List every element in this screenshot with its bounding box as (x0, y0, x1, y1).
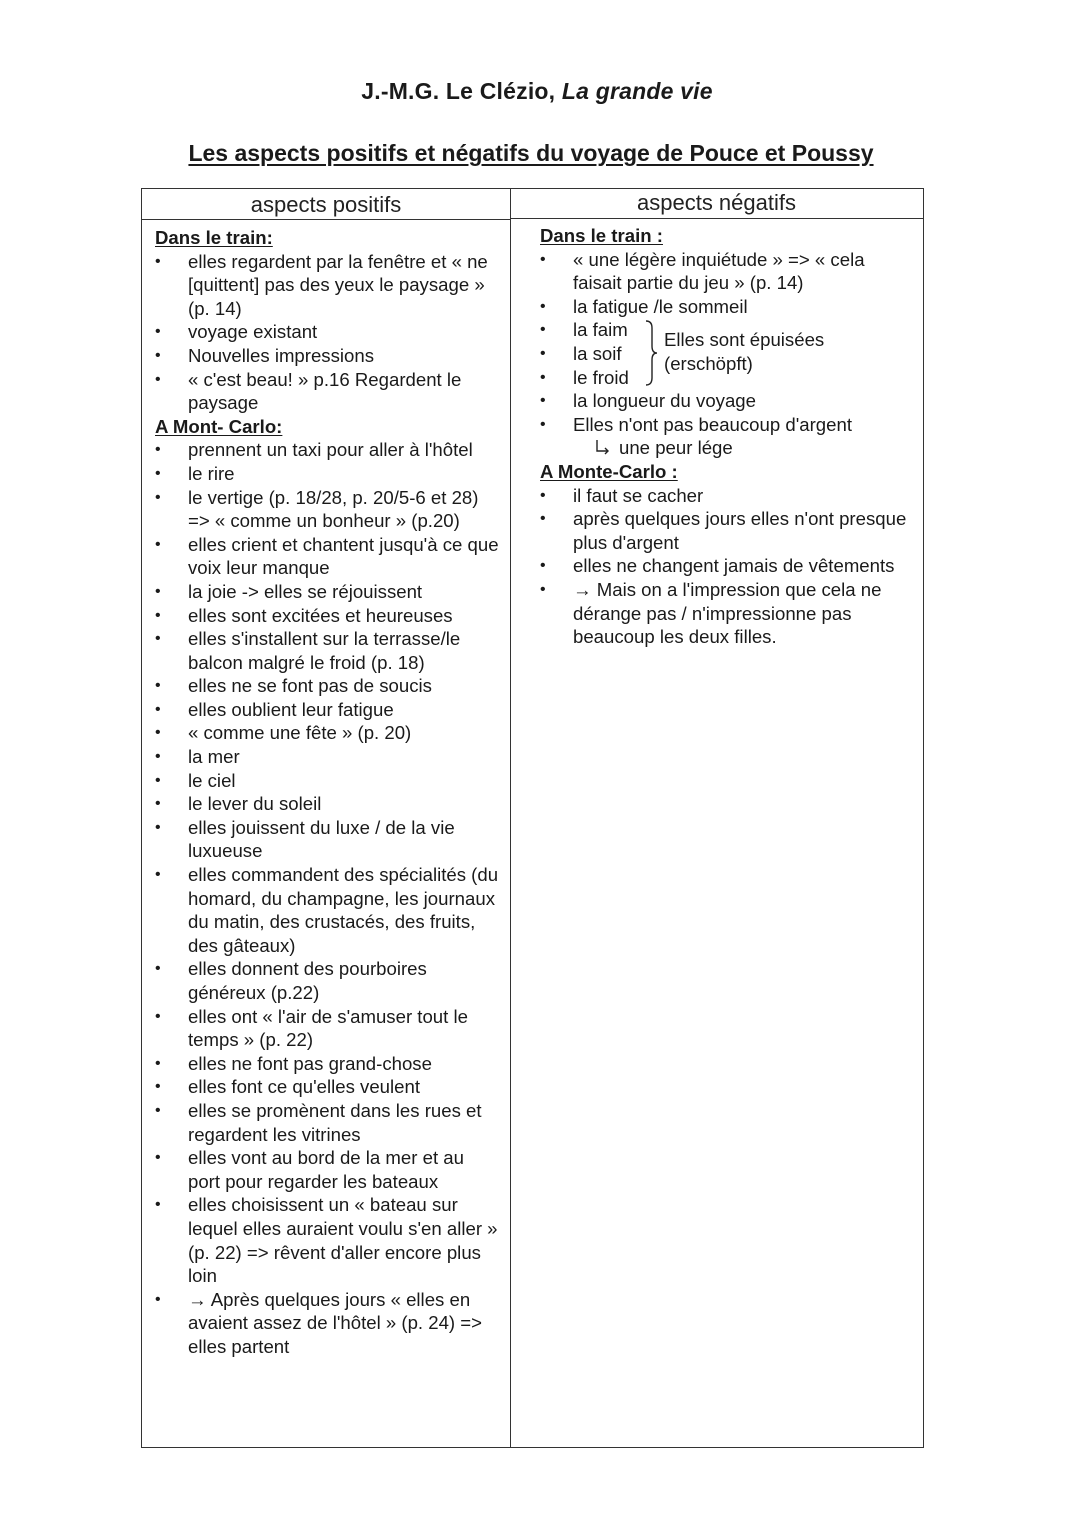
list-item-text: la faim (573, 319, 628, 341)
bullet-icon: • (155, 1007, 161, 1025)
bullet-icon: • (155, 866, 161, 884)
bullet-icon: • (540, 557, 546, 575)
bullet-icon: • (155, 960, 161, 978)
brace-note-line-1: Elles sont épuisées (664, 329, 825, 351)
work-title: La grande vie (561, 78, 713, 104)
bullet-icon: • (155, 700, 161, 718)
list-item-text: la longueur du voyage (573, 390, 756, 412)
list-item-text: elles s'installent sur la terrasse/le balcon malgré le froid (p. 18) (188, 628, 461, 673)
bullet-icon: • (540, 580, 546, 598)
bullet-icon: • (155, 606, 161, 624)
list-item-text: voyage existant (188, 321, 318, 343)
list-item (540, 484, 915, 508)
bullet-icon: • (155, 323, 161, 341)
column-header-positive: aspects positifs (250, 192, 402, 217)
header-rule-left (142, 219, 510, 220)
list-item-text: elles commandent des spécialités (du homard, du champagne, les journaux du matin, des crustacés, des fruits, des gâteaux) (188, 864, 499, 956)
list-item-text: elles choisissent un « bateau sur lequel elles auraient voulu s'en aller » (p. 22) => rêvent d'aller encore plus loin (188, 1194, 498, 1287)
list-item-text: Elles n'ont pas beaucoup d'argent (573, 413, 852, 435)
list-item-text: elles vont au bord de la mer et au port pour regarder les bateaux (188, 1147, 464, 1192)
list-item (540, 295, 915, 319)
bullet-icon: • (155, 1101, 161, 1119)
list-item (155, 957, 500, 1004)
column-header-negative: aspects négatifs (637, 190, 796, 215)
list-item (540, 413, 915, 437)
list-item-text: elles ont « l'air de s'amuser tout le temps » (p. 22) (188, 1005, 468, 1051)
list-item (155, 1005, 500, 1052)
list-item (155, 320, 500, 344)
bullet-icon: • (540, 392, 546, 410)
sub-note (540, 436, 915, 460)
bullet-icon: • (155, 370, 161, 388)
bullet-icon: • (155, 488, 161, 506)
list-item (155, 792, 500, 816)
brace-group (540, 318, 915, 389)
bullet-icon: • (155, 630, 161, 648)
list-item-text: « c'est beau! » p.16 Regardent le paysage (188, 368, 462, 414)
bullet-icon: • (540, 344, 546, 362)
list-item-text: elles font ce qu'elles veulent (188, 1076, 420, 1098)
author-name: J.-M.G. Le Clézio, (361, 78, 556, 104)
list-item-text: elles ne changent jamais de vêtements (573, 555, 895, 577)
list-item-text: elles jouissent du luxe / de la vie luxueuse (188, 816, 455, 862)
list-item-text: → Mais on a l'impression que cela ne dérange pas / n'impressionne pas beaucoup les deux filles. (573, 578, 882, 648)
bullet-icon: • (155, 818, 161, 836)
list-item (155, 1052, 500, 1076)
bullet-icon: • (155, 1054, 161, 1072)
list-item-text: elles se promènent dans les rues et regardent les vitrines (188, 1099, 482, 1145)
list-item-text: la mer (188, 746, 240, 768)
list-item (155, 1099, 500, 1146)
list-item-text: la fatigue /le sommeil (573, 295, 748, 317)
positive-train-list (155, 250, 500, 415)
list-item (155, 250, 500, 321)
list-item (155, 438, 500, 462)
bullet-icon: • (155, 464, 161, 482)
curly-brace-icon (644, 318, 658, 388)
document-heading: Les aspects positifs et négatifs du voyage de Pouce et Poussy (188, 140, 874, 166)
list-item-text: elles oublient leur fatigue (188, 698, 394, 720)
list-item (540, 507, 915, 554)
list-item (155, 721, 500, 745)
list-item (155, 674, 500, 698)
list-item-text: « une légère inquiétude » => « cela faisait partie du jeu » (p. 14) (573, 248, 865, 294)
list-item (155, 698, 500, 722)
list-item (155, 1146, 500, 1193)
bullet-icon: • (540, 486, 546, 504)
bullet-icon: • (540, 510, 546, 528)
list-item (155, 745, 500, 769)
list-item (540, 248, 915, 295)
section-heading-train: Dans le train: (155, 227, 273, 248)
bullet-icon: • (155, 441, 161, 459)
list-item (155, 863, 500, 957)
negative-train-list-a (540, 248, 915, 319)
bullet-icon: • (155, 1196, 161, 1214)
positive-column (155, 226, 500, 1359)
list-item-text: elles ne se font pas de soucis (188, 675, 432, 697)
list-item-text: prennent un taxi pour aller à l'hôtel (188, 439, 473, 461)
list-item-text: le rire (188, 462, 235, 484)
list-item-text: « comme une fête » (p. 20) (188, 722, 412, 744)
bullet-icon: • (155, 1078, 161, 1096)
list-item-text: le froid (573, 366, 629, 388)
list-item (540, 578, 915, 649)
list-item-text: elles crient et chantent jusqu'à ce que voix leur manque (188, 533, 499, 579)
list-item (155, 604, 500, 628)
list-item (155, 580, 500, 604)
list-item-text: Nouvelles impressions (188, 344, 375, 366)
list-item-text: le vertige (p. 18/28, p. 20/5-6 et 28) => « comme un bonheur » (p.20) (188, 486, 479, 532)
list-item (155, 1075, 500, 1099)
list-item-text: elles donnent des pourboires généreux (p.22) (188, 958, 427, 1003)
bullet-icon: • (155, 252, 161, 270)
bullet-icon: • (540, 321, 546, 339)
list-item-text: la soif (573, 342, 622, 364)
bullet-icon: • (155, 535, 161, 553)
bullet-icon: • (155, 748, 161, 766)
negative-column (540, 224, 915, 649)
bullet-icon: • (155, 346, 161, 364)
list-item (155, 344, 500, 368)
bullet-icon: • (540, 368, 546, 386)
list-item (155, 816, 500, 863)
section-heading-monte-carlo: A Monte-Carlo : (540, 460, 678, 482)
list-item-text: il faut se cacher (573, 484, 704, 506)
brace-note-line-2: (erschöpft) (664, 353, 753, 375)
list-item-text: la joie -> elles se réjouissent (188, 580, 423, 602)
section-heading-monte-carlo: A Mont- Carlo: (155, 415, 283, 437)
list-item (155, 769, 500, 793)
list-item (155, 368, 500, 415)
brace-note (664, 328, 904, 376)
column-divider (510, 189, 511, 1447)
negative-train-list-b (540, 389, 915, 436)
corner-arrow-icon (595, 439, 611, 455)
positive-monte-carlo-list (155, 438, 500, 1358)
list-item (155, 627, 500, 674)
list-item-text: le ciel (188, 769, 236, 791)
bullet-icon: • (155, 724, 161, 742)
list-item (540, 389, 915, 413)
list-item-text: après quelques jours elles n'ont presque plus d'argent (573, 508, 907, 553)
list-item-text: elles sont excitées et heureuses (188, 604, 453, 626)
bullet-icon: • (155, 795, 161, 813)
sub-note-text: une peur lége (619, 437, 733, 459)
list-item-text: → Après quelques jours « elles en avaient assez de l'hôtel » (p. 24) => elles partent (188, 1288, 483, 1357)
bullet-icon: • (540, 415, 546, 433)
list-item (155, 1193, 500, 1287)
list-item (540, 554, 915, 578)
negative-monte-carlo-list (540, 484, 915, 649)
bullet-icon: • (540, 297, 546, 315)
list-item-text: elles regardent par la fenêtre et « ne [quittent] pas des yeux le paysage » (p. 14) (188, 250, 488, 319)
list-item-text: le lever du soleil (188, 793, 322, 815)
list-item (155, 533, 500, 580)
document-title (0, 78, 1074, 105)
list-item (155, 1288, 500, 1359)
bullet-icon: • (155, 1149, 161, 1167)
bullet-icon: • (155, 1290, 161, 1308)
bullet-icon: • (155, 771, 161, 789)
list-item-text: elles ne font pas grand-chose (188, 1052, 432, 1074)
bullet-icon: • (540, 250, 546, 268)
list-item (155, 486, 500, 533)
list-item (155, 462, 500, 486)
bullet-icon: • (155, 677, 161, 695)
section-heading-train: Dans le train : (540, 225, 663, 246)
bullet-icon: • (155, 582, 161, 600)
